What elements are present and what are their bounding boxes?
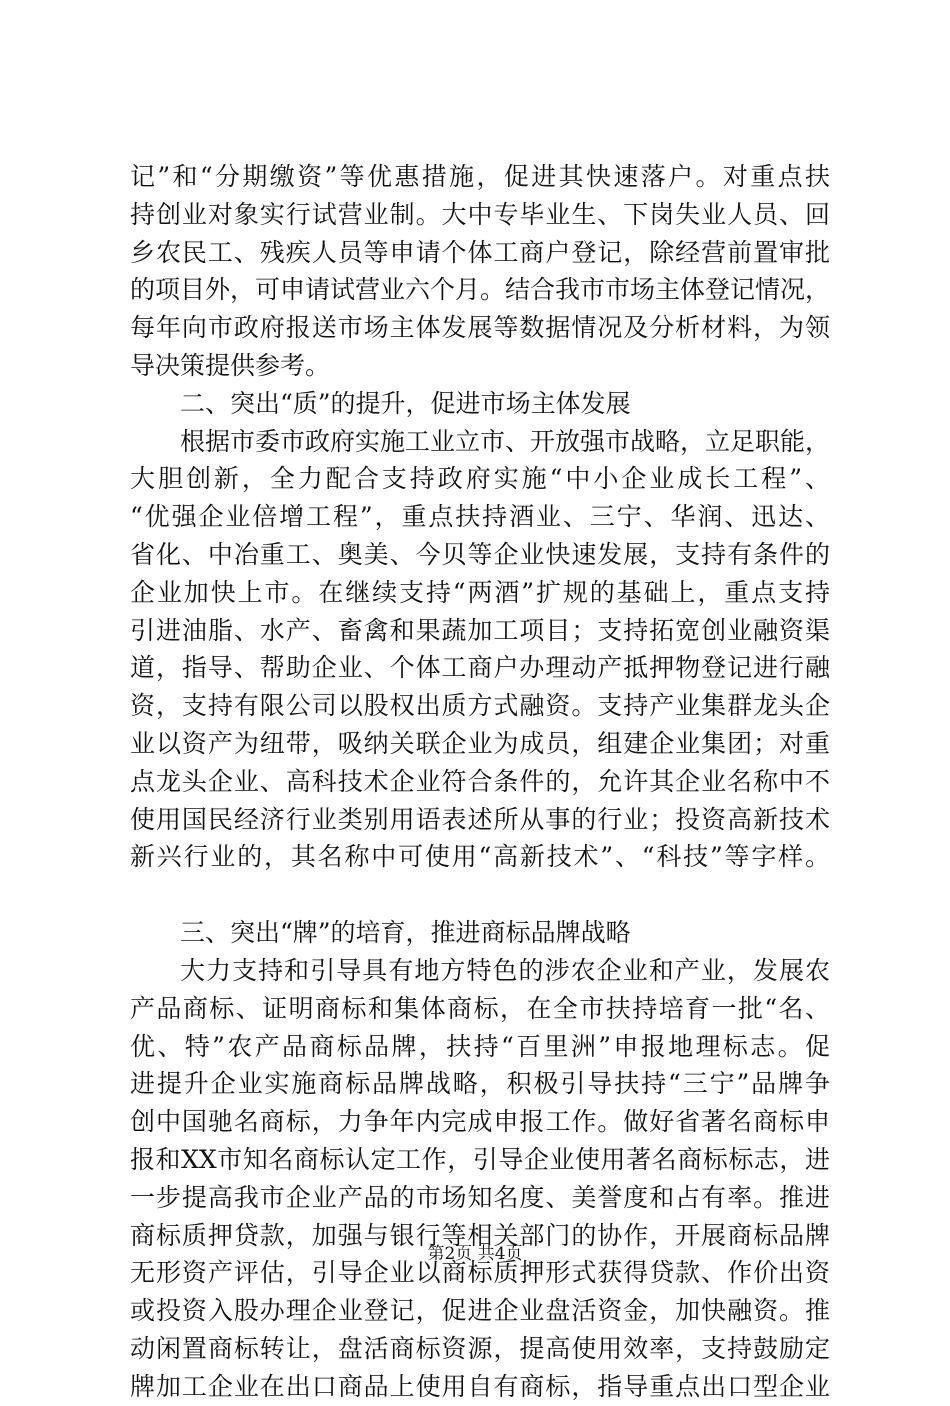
text-line: 道，指导、帮助企业、个体工商户办理动产抵押物登记进行融 [130, 653, 830, 683]
text-line: 创中国驰名商标，力争年内完成申报工作。做好省著名商标申 [130, 1107, 830, 1137]
text-line: 企业加快上市。在继续支持“两酒”扩规的基础上，重点支持 [130, 577, 830, 607]
text-line: 大力支持和引导具有地方特色的涉农企业和产业，发展农 [180, 955, 830, 985]
text-line: 记”和“分期缴资”等优惠措施，促进其快速落户。对重点扶 [130, 162, 830, 191]
page-number-footer: 第2页 共4页 [427, 1244, 523, 1264]
text-line: 持创业对象实行试营业制。大中专毕业生、下岗失业人员、回 [130, 199, 830, 229]
text-line: 动闲置商标转让，盘活商标资源，提高使用效率，支持鼓励定 [130, 1333, 830, 1363]
text-line: 新兴行业的，其名称中可使用“高新技术”、“科技”等字样。 [130, 842, 830, 872]
text-line: 引进油脂、水产、畜禽和果蔬加工项目；支持拓宽创业融资渠 [130, 615, 830, 645]
text-line: 优、特”农产品商标品牌，扶持“百里洲”申报地理标志。促 [130, 1031, 830, 1061]
text-line: 点龙头企业、高科技术企业符合条件的，允许其企业名称中不 [130, 766, 830, 796]
text-line: 商标质押贷款，加强与银行等相关部门的协作，开展商标品牌 [130, 1220, 830, 1250]
text-line: 每年向市政府报送市场主体发展等数据情况及分析材料，为领 [130, 313, 830, 343]
text-line: 产品商标、证明商标和集体商标，在全市扶持培育一批“名、 [130, 993, 830, 1023]
text-line: 报和XX市知名商标认定工作，引导企业使用著名商标标志，进 [130, 1144, 830, 1174]
section-heading: 三、突出“牌”的培育，推进商标品牌战略 [180, 918, 631, 948]
text-line: 一步提高我市企业产品的市场知名度、美誉度和占有率。推进 [130, 1182, 830, 1212]
intro-paragraph [130, 158, 830, 385]
text-line: “优强企业倍增工程”，重点扶持酒业、三宁、华润、迅达、 [130, 502, 830, 532]
text-line: 大胆创新，全力配合支持政府实施“中小企业成长工程”、 [130, 464, 830, 494]
text-line: 省化、中冶重工、奥美、今贝等企业快速发展，支持有条件的 [130, 539, 830, 569]
text-line: 根据市委市政府实施工业立市、开放强市战略，立足职能， [180, 426, 831, 456]
text-line: 进提升企业实施商标品牌战略，积极引导扶持“三宁”品牌争 [130, 1069, 830, 1099]
text-line: 使用国民经济行业类别用语表述所从事的行业；投资高新技术 [130, 804, 830, 834]
text-line: 资，支持有限公司以股权出质方式融资。支持产业集群龙头企 [130, 691, 830, 721]
text-line: 导决策提供参考。 [130, 350, 331, 380]
text-line: 业以资产为纽带，吸纳关联企业为成员，组建企业集团；对重 [130, 728, 830, 758]
document-body [130, 158, 830, 1406]
text-line: 牌加工企业在出口商品上使用自有商标，指导重点出口型企业 [130, 1371, 830, 1401]
section-heading: 二、突出“质”的提升，促进市场主体发展 [180, 388, 631, 418]
text-line: 或投资入股办理企业登记，促进企业盘活资金，加快融资。推 [130, 1296, 830, 1326]
paragraph-gap [130, 876, 830, 914]
section-3-paragraph [130, 952, 830, 1406]
text-line: 的项目外，可申请试营业六个月。结合我市市场主体登记情况， [130, 275, 831, 305]
text-line: 无形资产评估，引导企业以商标质押形式获得贷款、作价出资 [130, 1258, 830, 1288]
text-line: 乡农民工、残疾人员等申请个体工商户登记，除经营前置审批 [130, 237, 830, 267]
section-2-paragraph [130, 423, 830, 877]
